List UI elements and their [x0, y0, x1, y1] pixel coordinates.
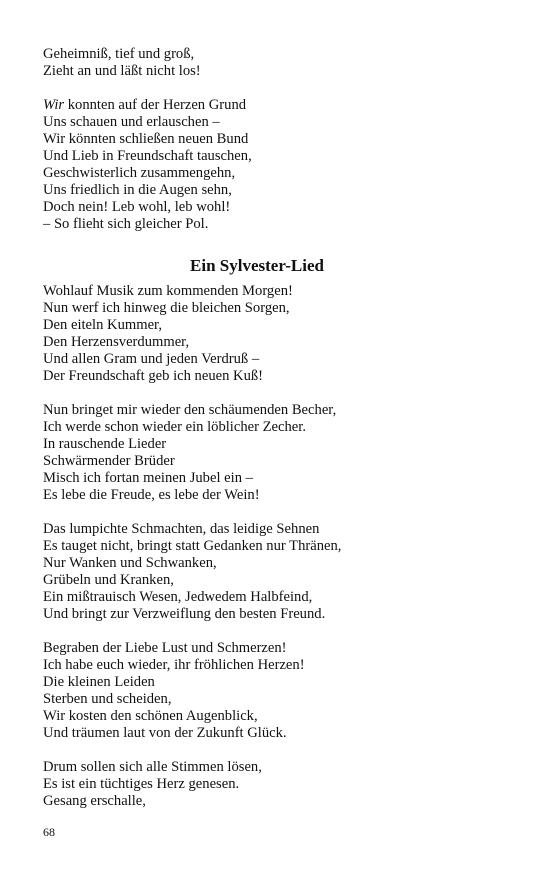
verse-line: – So flieht sich gleicher Pol. [43, 216, 209, 232]
verse-line: Sterben und scheiden, [43, 691, 172, 707]
verse-line: In rauschende Lieder [43, 436, 167, 452]
poem-body [43, 283, 513, 810]
verse-line: Gesang erschalle, [43, 793, 146, 809]
verse-line: Drum sollen sich alle Stimmen lösen, [43, 759, 262, 775]
verse-line: Wir könnten schließen neuen Bund [43, 131, 249, 147]
poem-stanza-5 [43, 759, 513, 810]
verse-line: Und Lieb in Freundschaft tauschen, [43, 148, 252, 164]
verse-line [43, 97, 513, 114]
poem-stanza-4 [43, 640, 513, 742]
verse-line: Schwärmender Brüder [43, 453, 175, 469]
verse-line: Und allen Gram und jeden Verdruß – [43, 351, 260, 367]
verse-line: Es ist ein tüchtiges Herz genesen. [43, 776, 240, 792]
verse-line: Wohlauf Musik zum kommenden Morgen! [43, 283, 293, 299]
verse-line: Nun bringet mir wieder den schäumenden Becher, [43, 402, 337, 418]
italic-word: Wir [43, 97, 65, 113]
verse-line: Nun werf ich hinweg die bleichen Sorgen, [43, 300, 290, 316]
verse-line: Den Herzensverdummer, [43, 334, 190, 350]
verse-line: Ich werde schon wieder ein löblicher Zecher. [43, 419, 306, 435]
verse-line: Und träumen laut von der Zukunft Glück. [43, 725, 287, 741]
verse-line: Es lebe die Freude, es lebe der Wein! [43, 487, 260, 503]
poem-title: Ein Sylvester-Lied [190, 256, 324, 275]
verse-line: Begraben der Liebe Lust und Schmerzen! [43, 640, 287, 656]
verse-line: Uns friedlich in die Augen sehn, [43, 182, 232, 198]
stanza-gap [43, 80, 513, 97]
verse-line-rest: konnten auf der Herzen Grund [64, 97, 247, 113]
stanza-gap [43, 623, 513, 640]
document-page [43, 46, 513, 810]
verse-line: Der Freundschaft geb ich neuen Kuß! [43, 368, 264, 384]
verse-line: Und bringt zur Verzweiflung den besten Freund. [43, 606, 326, 622]
verse-line: Uns schauen und erlauschen – [43, 114, 220, 130]
verse-line: Ein mißtrauisch Wesen, Jedwedem Halbfeind, [43, 589, 313, 605]
poem-stanza-2 [43, 402, 513, 504]
verse-line: Den eiteln Kummer, [43, 317, 162, 333]
verse-line: Misch ich fortan meinen Jubel ein – [43, 470, 253, 486]
verse-line: Ich habe euch wieder, ihr fröhlichen Herzen! [43, 657, 305, 673]
stanza-gap [43, 385, 513, 402]
stanza-gap [43, 504, 513, 521]
verse-line: Zieht an und läßt nicht los! [43, 63, 201, 79]
verse-line: Es tauget nicht, bringt statt Gedanken nur Thränen, [43, 538, 342, 554]
verse-line: Geschwisterlich zusammengehn, [43, 165, 236, 181]
intro-stanza-1 [43, 46, 513, 80]
intro-stanza-2 [43, 97, 513, 233]
verse-line: Das lumpichte Schmachten, das leidige Sehnen [43, 521, 320, 537]
verse-line: Die kleinen Leiden [43, 674, 155, 690]
verse-line: Doch nein! Leb wohl, leb wohl! [43, 199, 231, 215]
verse-line: Grübeln und Kranken, [43, 572, 174, 588]
verse-line: Geheimniß, tief und groß, [43, 46, 195, 62]
poem-stanza-1 [43, 283, 513, 385]
stanza-gap [43, 742, 513, 759]
poem-stanza-3 [43, 521, 513, 623]
page-number: 68 [43, 825, 55, 839]
verse-line: Wir kosten den schönen Augenblick, [43, 708, 258, 724]
verse-line: Nur Wanken und Schwanken, [43, 555, 217, 571]
